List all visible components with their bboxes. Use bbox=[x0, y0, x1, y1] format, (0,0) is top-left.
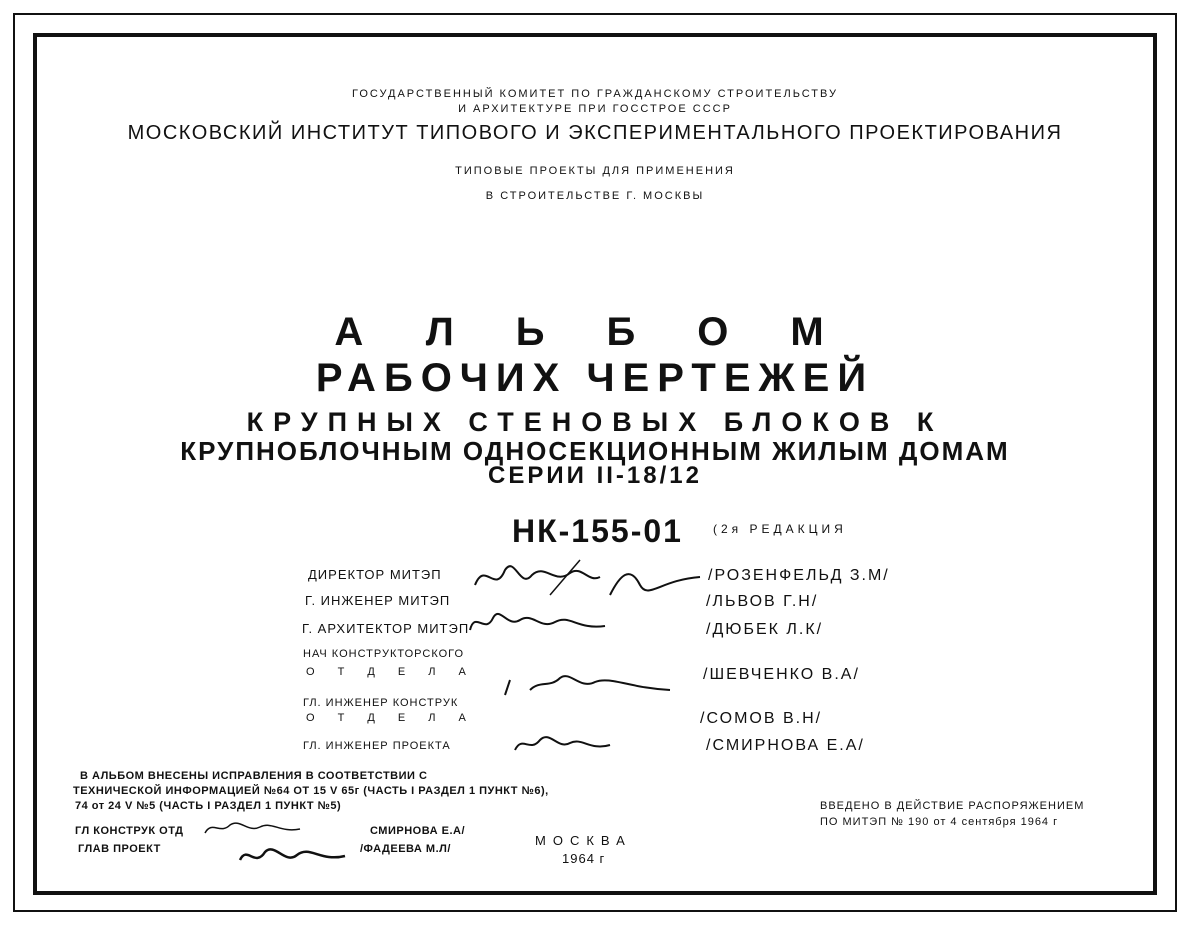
header-committee-2: И АРХИТЕКТУРЕ ПРИ ГОССТРОЕ СССР bbox=[458, 103, 732, 115]
staff-name-chief-architect: /ДЮБЕК Л.К/ bbox=[706, 621, 824, 638]
signature-architect bbox=[465, 600, 615, 650]
revision-note-line2: ТЕХНИЧЕСКОЙ ИНФОРМАЦИЕЙ №64 ОТ 15 V 65г (ЧАСТЬ I РАЗДЕЛ 1 ПУНКТ №6), bbox=[73, 785, 549, 797]
staff-name-head-design: /ШЕВЧЕНКО В.А/ bbox=[703, 666, 860, 683]
title-series: СЕРИИ II-18/12 bbox=[488, 462, 702, 489]
header-committee: ГОСУДАРСТВЕННЫЙ КОМИТЕТ ПО ГРАЖДАНСКОМУ СТРОИТЕЛЬСТВУ bbox=[352, 88, 838, 100]
edition-label: (2я РЕДАКЦИЯ bbox=[713, 522, 847, 536]
header-institute: МОСКОВСКИЙ ИНСТИТУТ ТИПОВОГО И ЭКСПЕРИМЕНТАЛЬНОГО ПРОЕКТИРОВАНИЯ bbox=[127, 122, 1063, 144]
staff-name-chief-project-engineer: /СМИРНОВА Е.А/ bbox=[706, 737, 865, 754]
staff-role-head-design-dept: О Т Д Е Л А bbox=[306, 666, 476, 678]
bottom-role-2: ГЛАВ ПРОЕКТ bbox=[78, 843, 161, 855]
title-album: АЛЬБОМ bbox=[334, 310, 886, 354]
decree-line2: ПО МИТЭП № 190 от 4 сентября 1964 г bbox=[820, 816, 1059, 828]
staff-name-director: /РОЗЕНФЕЛЬД З.М/ bbox=[708, 567, 890, 584]
title-working-drawings: РАБОЧИХ ЧЕРТЕЖЕЙ bbox=[315, 356, 875, 400]
staff-role-chief-design-engineer: ГЛ. ИНЖЕНЕР КОНСТРУК bbox=[303, 697, 459, 709]
staff-role-chief-architect: Г. АРХИТЕКТОР МИТЭП bbox=[302, 621, 470, 636]
title-houses: КРУПНОБЛОЧНЫМ ОДНОСЕКЦИОННЫМ ЖИЛЫМ ДОМАМ bbox=[180, 436, 1010, 466]
header-purpose: ТИПОВЫЕ ПРОЕКТЫ ДЛЯ ПРИМЕНЕНИЯ bbox=[455, 165, 735, 177]
staff-name-chief-design-engineer: /СОМОВ В.Н/ bbox=[700, 710, 823, 727]
signature-head-design bbox=[500, 660, 690, 710]
bottom-name-2: /ФАДЕЕВА М.Л/ bbox=[360, 843, 451, 855]
bottom-role-1: ГЛ КОНСТРУК ОТД bbox=[75, 825, 184, 837]
staff-role-chief-project-engineer: ГЛ. ИНЖЕНЕР ПРОЕКТА bbox=[303, 740, 451, 752]
staff-role-head-design: НАЧ КОНСТРУКТОРСКОГО bbox=[303, 648, 465, 660]
revision-note-line1: В АЛЬБОМ ВНЕСЕНЫ ИСПРАВЛЕНИЯ В СООТВЕТСТВИИ С bbox=[80, 770, 428, 782]
decree-line1: ВВЕДЕНО В ДЕЙСТВИЕ РАСПОРЯЖЕНИЕМ bbox=[820, 800, 1085, 812]
staff-role-chief-design-engineer-dept: О Т Д Е Л А bbox=[306, 712, 476, 724]
staff-name-chief-engineer: /ЛЬВОВ Г.Н/ bbox=[706, 593, 819, 610]
title-blocks: КРУПНЫХ СТЕНОВЫХ БЛОКОВ К bbox=[246, 407, 944, 437]
bottom-name-1: СМИРНОВА Е.А/ bbox=[370, 825, 465, 837]
staff-role-chief-engineer: Г. ИНЖЕНЕР МИТЭП bbox=[305, 593, 451, 608]
staff-role-director: ДИРЕКТОР МИТЭП bbox=[308, 567, 442, 582]
document-code: НК-155-01 bbox=[512, 513, 683, 549]
year-label: 1964 г bbox=[562, 851, 606, 866]
city-label: МОСКВА bbox=[535, 833, 632, 848]
header-city-purpose: В СТРОИТЕЛЬСТВЕ Г. МОСКВЫ bbox=[485, 190, 705, 202]
revision-note-line3: 74 от 24 V №5 (ЧАСТЬ I РАЗДЕЛ 1 ПУНКТ №5) bbox=[75, 800, 342, 812]
signature-project-engineer bbox=[510, 725, 620, 765]
signature-chief-project bbox=[235, 840, 355, 875]
